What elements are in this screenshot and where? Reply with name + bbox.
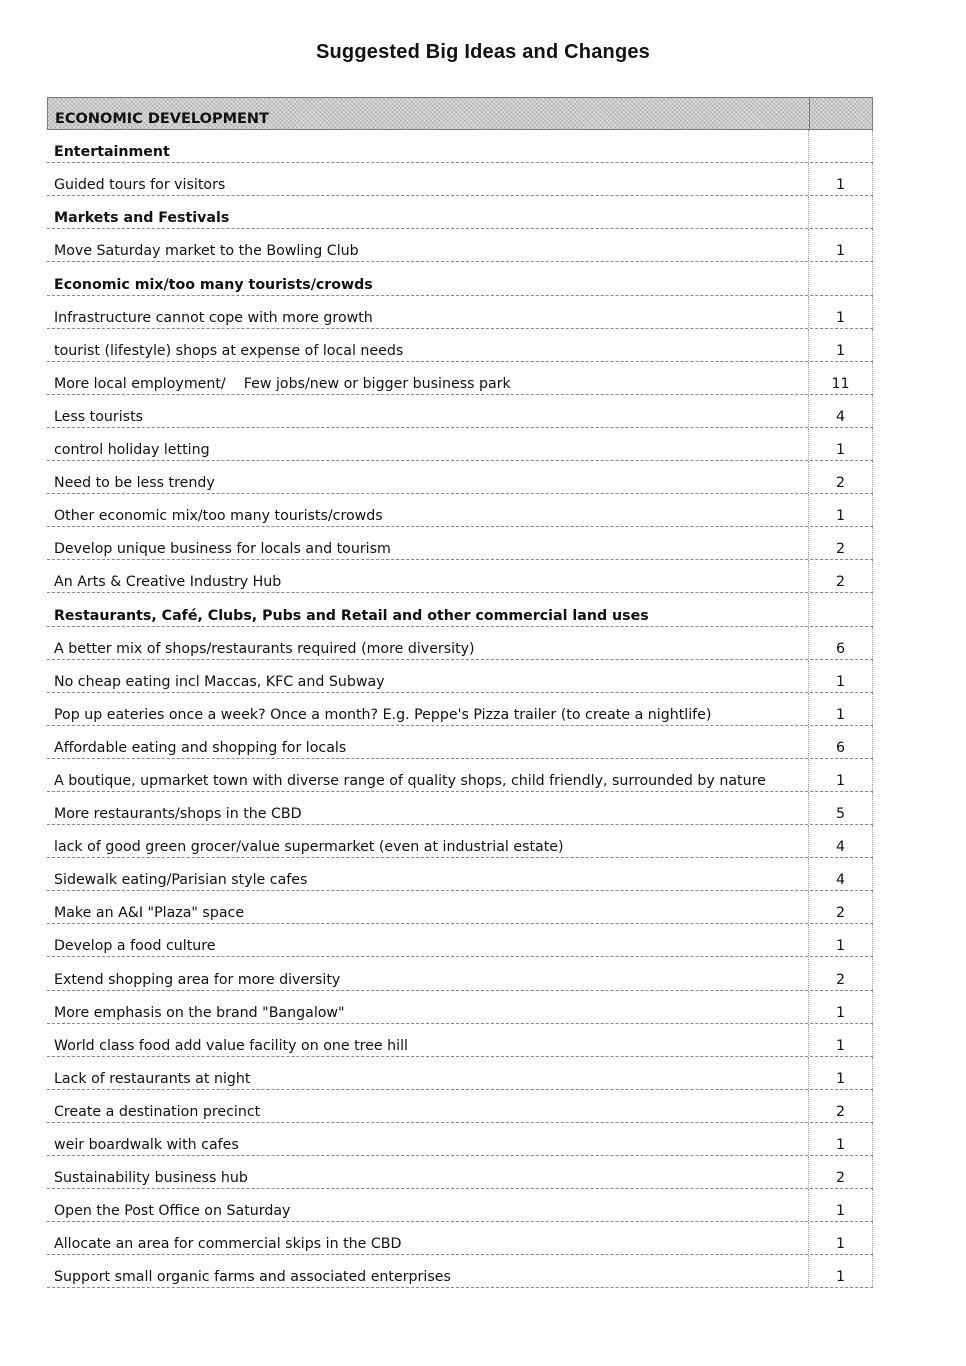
idea-label: Sidewalk eating/Parisian style cafes [47, 858, 809, 890]
idea-label: control holiday letting [47, 428, 809, 460]
idea-label: Affordable eating and shopping for locals [47, 726, 809, 758]
idea-label: lack of good green grocer/value supermarket (even at industrial estate) [47, 825, 809, 857]
idea-label: Make an A&I "Plaza" space [47, 891, 809, 923]
table-row [47, 957, 873, 990]
table-row [47, 891, 873, 924]
idea-label: Allocate an area for commercial skips in the CBD [47, 1222, 809, 1254]
idea-count: 1 [809, 329, 873, 361]
idea-label: Other economic mix/too many tourists/crowds [47, 494, 809, 526]
ideas-table [47, 97, 873, 1288]
table-row [47, 1024, 873, 1057]
table-row [47, 163, 873, 196]
table-row [47, 395, 873, 428]
idea-label: Less tourists [47, 395, 809, 427]
idea-count: 1 [809, 991, 873, 1023]
category-row [47, 262, 873, 295]
section-header-count [810, 98, 873, 129]
idea-count: 2 [809, 1156, 873, 1188]
idea-label: More emphasis on the brand "Bangalow" [47, 991, 809, 1023]
idea-count: 4 [809, 395, 873, 427]
idea-count: 2 [809, 461, 873, 493]
section-header-row [47, 97, 873, 130]
table-row [47, 726, 873, 759]
page-title: Suggested Big Ideas and Changes [315, 41, 651, 63]
table-row [47, 494, 873, 527]
table-row [47, 792, 873, 825]
category-label: Restaurants, Café, Clubs, Pubs and Retail and other commercial land uses [47, 593, 809, 625]
idea-count: 1 [809, 924, 873, 956]
idea-count: 1 [809, 229, 873, 261]
idea-label: Develop unique business for locals and tourism [47, 527, 809, 559]
idea-count: 1 [809, 296, 873, 328]
table-row [47, 759, 873, 792]
idea-count: 1 [809, 660, 873, 692]
idea-count [809, 262, 873, 294]
category-label: Economic mix/too many tourists/crowds [47, 262, 809, 294]
idea-count: 2 [809, 1090, 873, 1122]
idea-label: Create a destination precinct [47, 1090, 809, 1122]
table-row [47, 229, 873, 262]
idea-label: Pop up eateries once a week? Once a month? E.g. Peppe's Pizza trailer (to create a nightlife) [47, 693, 809, 725]
table-row [47, 1123, 873, 1156]
idea-label: Move Saturday market to the Bowling Club [47, 229, 809, 261]
idea-count: 1 [809, 1057, 873, 1089]
category-label: Entertainment [47, 130, 809, 162]
table-row [47, 858, 873, 891]
idea-label: Guided tours for visitors [47, 163, 809, 195]
idea-label: Extend shopping area for more diversity [47, 957, 809, 989]
idea-count: 6 [809, 726, 873, 758]
idea-label: Lack of restaurants at night [47, 1057, 809, 1089]
table-row [47, 1156, 873, 1189]
table-row [47, 924, 873, 957]
table-row [47, 527, 873, 560]
table-row [47, 560, 873, 593]
idea-label: Open the Post Office on Saturday [47, 1189, 809, 1221]
category-row [47, 593, 873, 626]
table-row [47, 1189, 873, 1222]
idea-label: Sustainability business hub [47, 1156, 809, 1188]
idea-count: 1 [809, 494, 873, 526]
idea-count: 1 [809, 163, 873, 195]
idea-count: 1 [809, 1189, 873, 1221]
idea-count [809, 196, 873, 228]
idea-count [809, 593, 873, 625]
section-header-label: ECONOMIC DEVELOPMENT [48, 98, 810, 129]
idea-count: 4 [809, 825, 873, 857]
idea-count: 2 [809, 891, 873, 923]
idea-label: More local employment/ Few jobs/new or bigger business park [47, 362, 809, 394]
idea-count: 5 [809, 792, 873, 824]
table-row [47, 362, 873, 395]
idea-count: 2 [809, 527, 873, 559]
idea-count: 11 [809, 362, 873, 394]
idea-label: Support small organic farms and associated enterprises [47, 1255, 809, 1287]
table-row [47, 627, 873, 660]
category-label: Markets and Festivals [47, 196, 809, 228]
idea-count: 1 [809, 759, 873, 791]
idea-label: Infrastructure cannot cope with more growth [47, 296, 809, 328]
idea-label: An Arts & Creative Industry Hub [47, 560, 809, 592]
idea-count: 1 [809, 1222, 873, 1254]
table-row [47, 1090, 873, 1123]
idea-count: 4 [809, 858, 873, 890]
table-row [47, 1057, 873, 1090]
table-row [47, 329, 873, 362]
table-row [47, 693, 873, 726]
idea-label: A boutique, upmarket town with diverse range of quality shops, child friendly, surrounded by nature [47, 759, 809, 791]
idea-count: 1 [809, 693, 873, 725]
idea-count [809, 130, 873, 162]
table-row [47, 1222, 873, 1255]
idea-label: A better mix of shops/restaurants required (more diversity) [47, 627, 809, 659]
idea-label: tourist (lifestyle) shops at expense of local needs [47, 329, 809, 361]
idea-label: No cheap eating incl Maccas, KFC and Subway [47, 660, 809, 692]
table-row [47, 991, 873, 1024]
table-row [47, 461, 873, 494]
idea-count: 1 [809, 1255, 873, 1287]
idea-count: 1 [809, 1123, 873, 1155]
table-row [47, 1255, 873, 1288]
idea-count: 6 [809, 627, 873, 659]
idea-label: Develop a food culture [47, 924, 809, 956]
table-row [47, 296, 873, 329]
category-row [47, 130, 873, 163]
table-row [47, 660, 873, 693]
idea-count: 1 [809, 1024, 873, 1056]
idea-label: World class food add value facility on one tree hill [47, 1024, 809, 1056]
idea-count: 2 [809, 560, 873, 592]
table-row [47, 428, 873, 461]
idea-label: Need to be less trendy [47, 461, 809, 493]
idea-count: 2 [809, 957, 873, 989]
table-row [47, 825, 873, 858]
idea-count: 1 [809, 428, 873, 460]
idea-label: More restaurants/shops in the CBD [47, 792, 809, 824]
idea-label: weir boardwalk with cafes [47, 1123, 809, 1155]
category-row [47, 196, 873, 229]
